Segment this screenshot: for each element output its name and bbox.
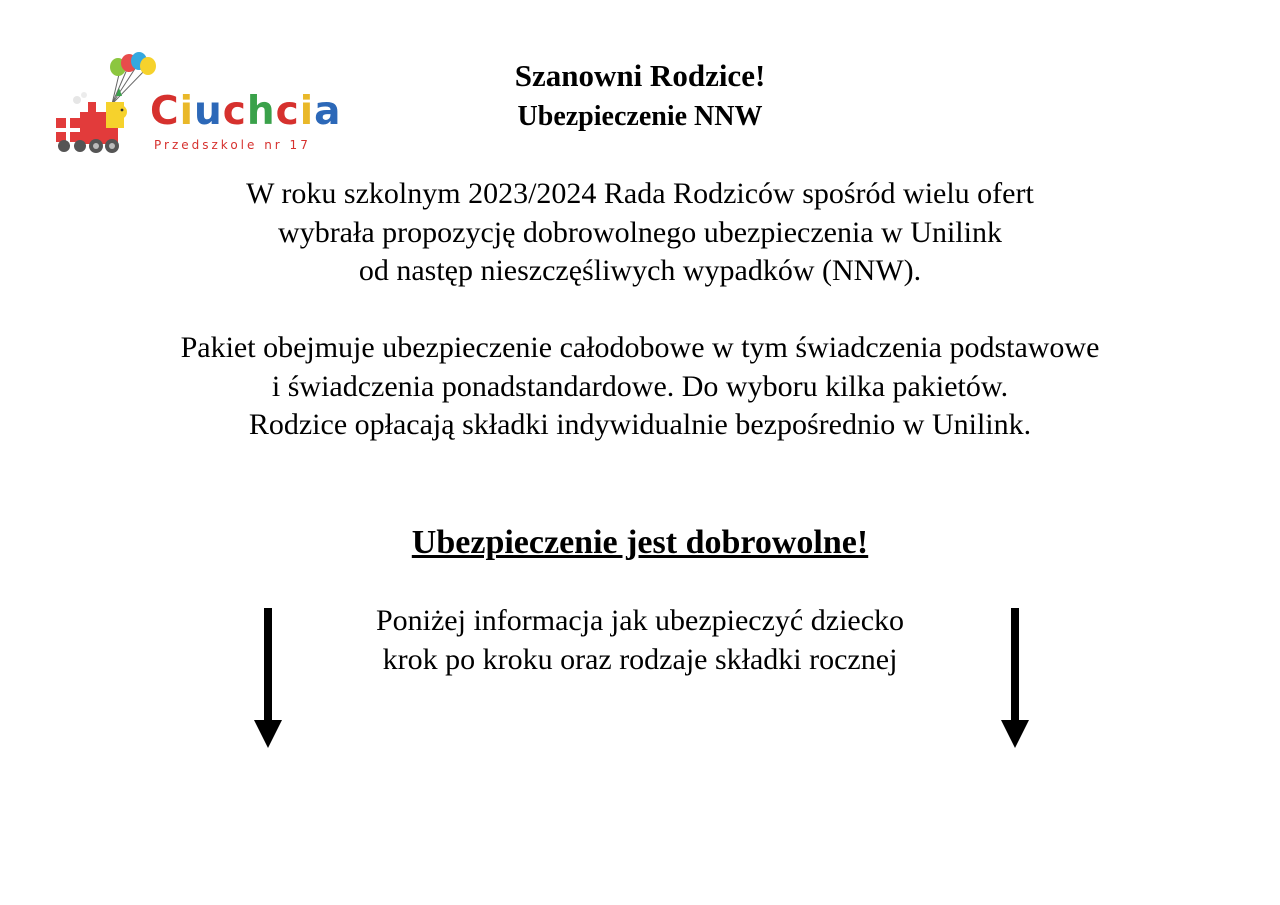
arrow-down-icon: [253, 608, 283, 753]
text-line: Rodzice opłacają składki indywidualnie bezpośrednio w Unilink.: [248, 408, 1032, 441]
page-title: Szanowni Rodzice!: [514, 58, 766, 93]
text-line: od następ nieszczęśliwych wypadków (NNW).: [358, 254, 922, 287]
logo-letter: i: [299, 89, 315, 134]
text-line: i świadczenia ponadstandardowe. Do wyboru kilka pakietów.: [271, 369, 1009, 403]
info-text: [300, 602, 980, 679]
voluntary-notice: Ubezpieczenie jest dobrowolne!: [411, 524, 869, 561]
page-subtitle: Ubezpieczenie NNW: [517, 101, 763, 132]
logo-letter: c: [222, 89, 247, 134]
text-line: wybrała propozycję dobrowolnego ubezpieczenia w Unilink: [278, 215, 1002, 249]
logo-letter: i: [179, 89, 194, 134]
text-line: W roku szkolnym 2023/2024 Rada Rodziców spośród wielu ofert: [246, 177, 1034, 210]
logo-letter: h: [246, 89, 276, 134]
logo: [50, 52, 340, 162]
paragraph-package-details: [60, 329, 1220, 445]
logo-letter: u: [194, 89, 223, 134]
text-line: krok po kroku oraz rodzaje składki rocznej: [382, 642, 898, 676]
logo-letter: C: [150, 89, 180, 134]
logo-letter: c: [275, 89, 300, 134]
text-line: Pakiet obejmuje ubezpieczenie całodobowe w tym świadczenia podstawowe: [180, 331, 1100, 364]
logo-name: [150, 89, 342, 134]
logo-letter: a: [314, 89, 342, 134]
logo-subtitle: Przedszkole nr 17: [154, 138, 311, 152]
text-line: Poniżej informacja jak ubezpieczyć dziecko: [375, 604, 905, 637]
paragraph-board-decision: [60, 175, 1220, 291]
arrow-down-icon: [1000, 608, 1030, 753]
train-balloons-icon: [50, 52, 160, 162]
